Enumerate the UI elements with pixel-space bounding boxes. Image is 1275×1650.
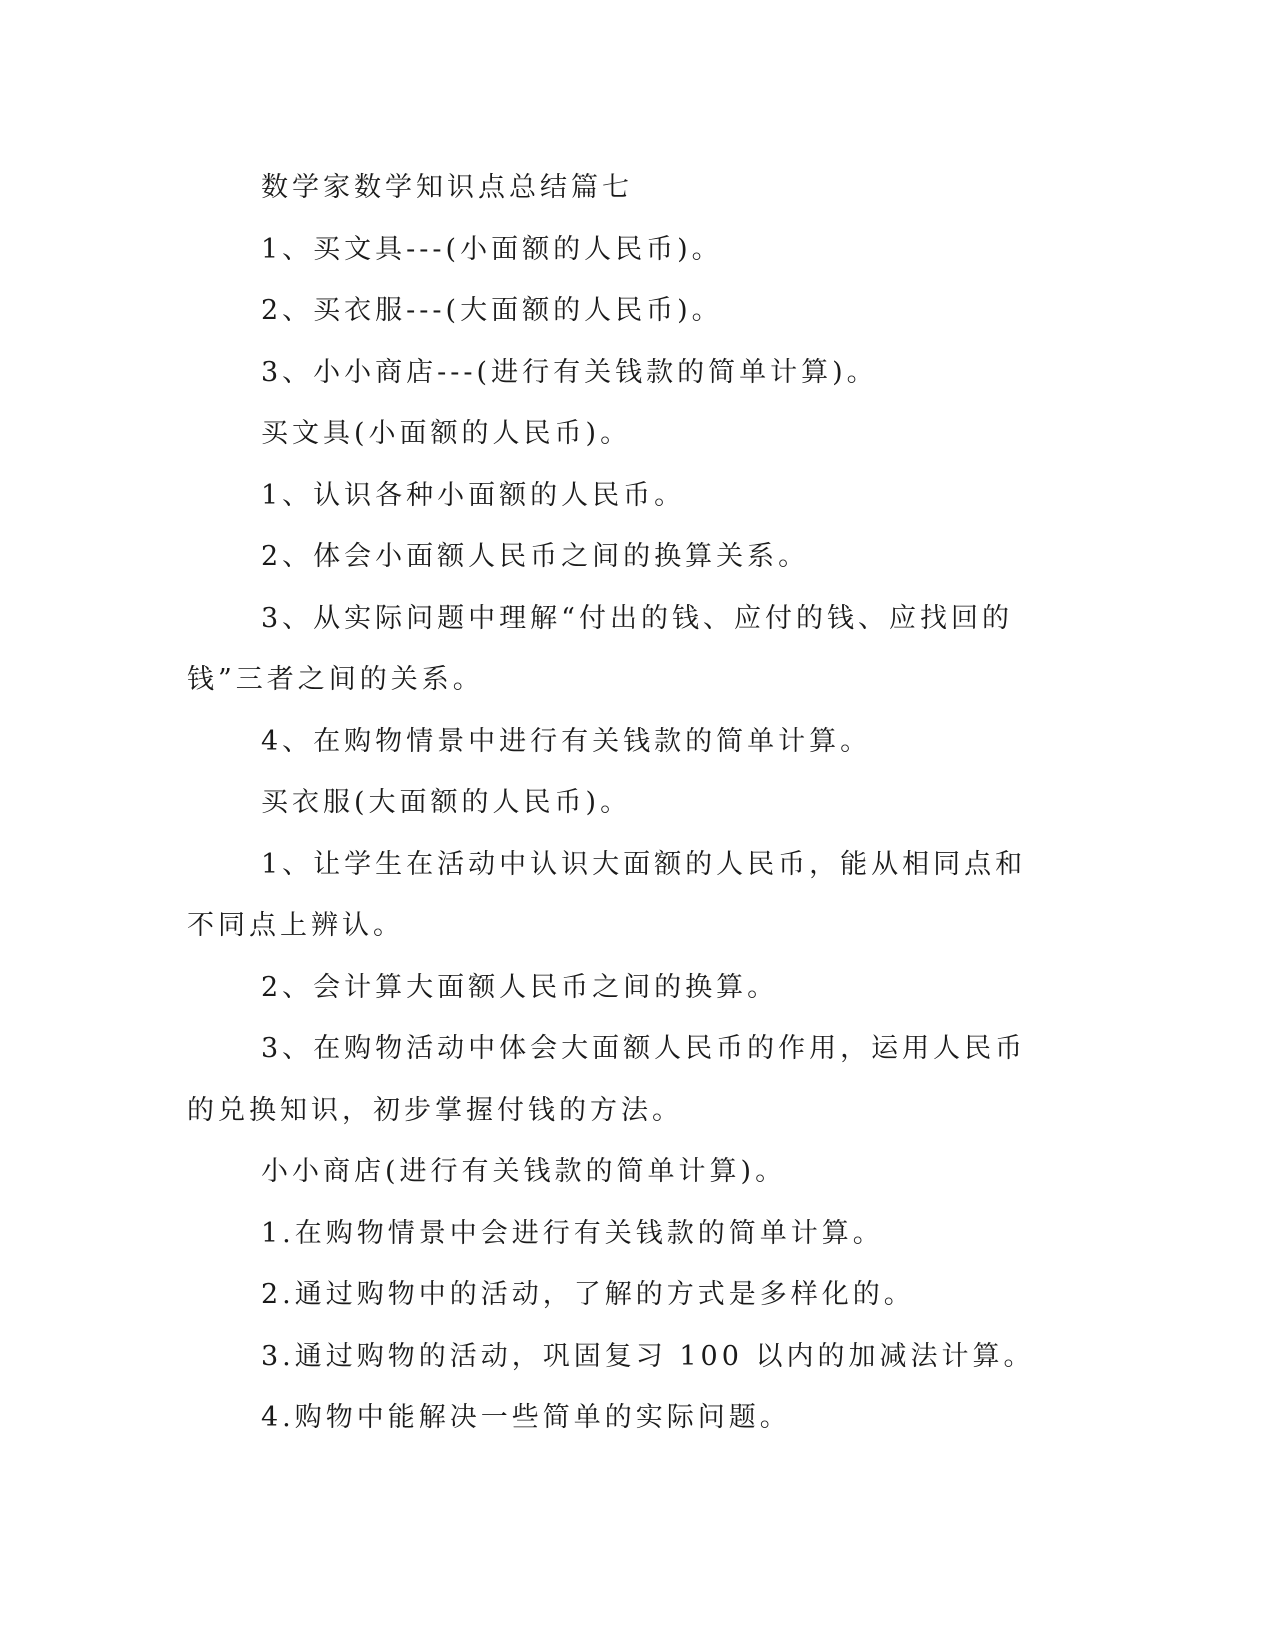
paragraph: 2、会计算大面额人民币之间的换算。: [261, 971, 779, 1003]
paragraph: 2、体会小面额人民币之间的换算关系。: [261, 541, 810, 572]
paragraph: 3.通过购物的活动，巩固复习 100 以内的加减法计算。: [261, 1340, 1035, 1372]
document-body: [187, 157, 1057, 1449]
document-title: 数学家数学知识点总结篇七: [261, 172, 633, 203]
paragraph: 4、在购物情景中进行有关钱款的简单计算。: [261, 725, 872, 757]
paragraph: 4.购物中能解决一些简单的实际问题。: [261, 1402, 791, 1433]
paragraph: 3、小小商店---(进行有关钱款的简单计算)。: [261, 356, 878, 388]
paragraph: 1、买文具---(小面额的人民币)。: [261, 233, 723, 265]
section-heading: 买衣服(大面额的人民币)。: [261, 787, 632, 818]
section-heading: 买文具(小面额的人民币)。: [261, 418, 632, 449]
section-heading: 小小商店(进行有关钱款的简单计算)。: [261, 1156, 787, 1187]
paragraph: 2、买衣服---(大面额的人民币)。: [261, 295, 723, 326]
paragraph: 1、让学生在活动中认识大面额的人民币，能从相同点和不同点上辨认。: [187, 848, 1027, 941]
paragraph: 3、在购物活动中体会大面额人民币的作用，运用人民币的兑换知识，初步掌握付钱的方法。: [187, 1033, 1027, 1126]
paragraph: 3、从实际问题中理解“付出的钱、应付的钱、应找回的钱”三者之间的关系。: [187, 602, 1013, 695]
paragraph: 2.通过购物中的活动，了解的方式是多样化的。: [261, 1279, 915, 1310]
paragraph: 1.在购物情景中会进行有关钱款的简单计算。: [261, 1217, 884, 1249]
paragraph: 1、认识各种小面额的人民币。: [261, 479, 686, 511]
